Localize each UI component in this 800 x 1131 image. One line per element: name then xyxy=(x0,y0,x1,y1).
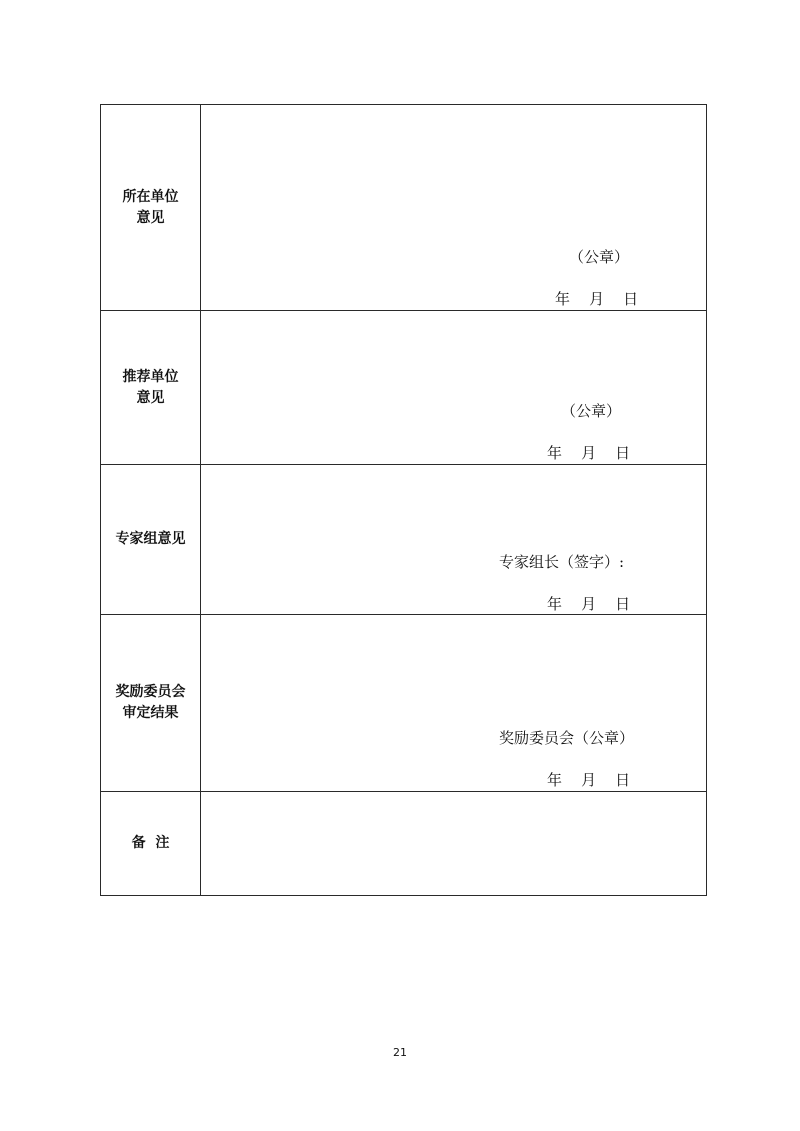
remarks-area[interactable] xyxy=(201,792,707,896)
row-label-recommender-opinion xyxy=(101,311,201,465)
row-label-line: 审定结果 xyxy=(122,705,179,721)
row-label-committee-result xyxy=(101,615,201,792)
date-line: 年 月 日 xyxy=(547,595,631,613)
row-label-line: 奖励委员会 xyxy=(115,684,186,700)
seal-label: （公章） xyxy=(569,248,630,266)
date-line: 年 月 日 xyxy=(547,444,631,462)
opinion-area-expert[interactable] xyxy=(201,465,707,615)
form-row-unit-opinion xyxy=(101,105,707,311)
seal-label: （公章） xyxy=(561,402,622,420)
row-label-line: 意见 xyxy=(136,209,165,226)
row-label-line: 所在单位 xyxy=(122,188,179,205)
opinion-area-unit[interactable] xyxy=(201,105,707,311)
form-row-expert-opinion xyxy=(101,465,707,615)
row-label-unit-opinion xyxy=(101,105,201,311)
opinion-area-committee[interactable] xyxy=(201,615,707,792)
row-label-line: 备 注 xyxy=(131,835,170,851)
approval-form-table xyxy=(100,104,707,896)
form-row-recommender-opinion xyxy=(101,311,707,465)
row-label-line: 专家组意见 xyxy=(115,531,186,547)
seal-label: 奖励委员会（公章） xyxy=(499,729,635,747)
page-number: 21 xyxy=(393,1046,407,1059)
date-line: 年 月 日 xyxy=(555,290,639,308)
form-row-committee-result xyxy=(101,615,707,792)
row-label-line: 意见 xyxy=(136,389,165,406)
form-row-remarks xyxy=(101,792,707,896)
date-line: 年 月 日 xyxy=(547,771,631,789)
row-label-line: 推荐单位 xyxy=(122,368,179,385)
opinion-area-recommender[interactable] xyxy=(201,311,707,465)
row-label-expert-opinion xyxy=(101,465,201,615)
row-label-remarks xyxy=(101,792,201,896)
signature-label: 专家组长（签字）: xyxy=(499,553,625,571)
